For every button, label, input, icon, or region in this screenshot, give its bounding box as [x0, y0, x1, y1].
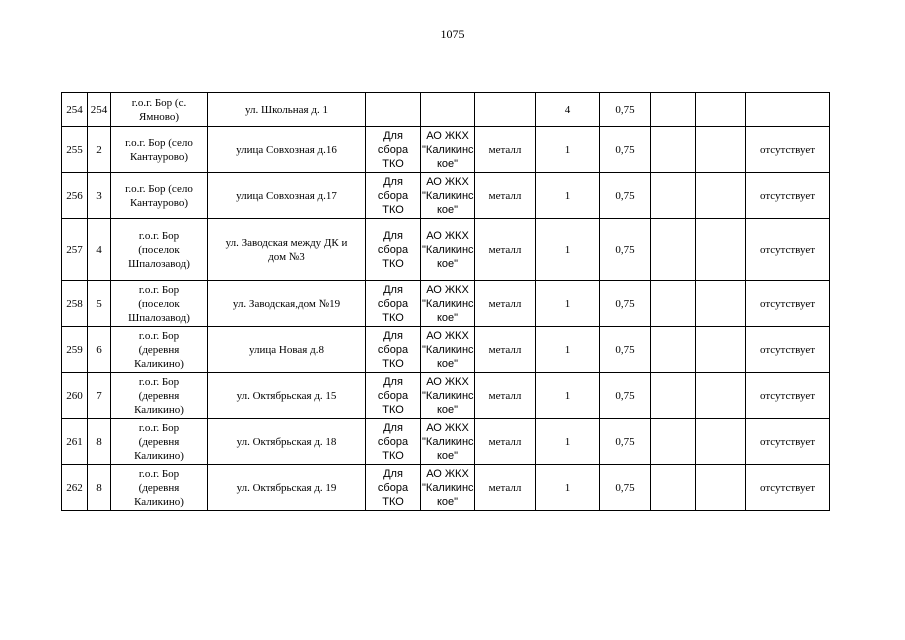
- owner-cell-line: "Каликинс: [422, 435, 474, 448]
- purpose-cell-line: ТКО: [382, 403, 404, 416]
- address-cell-line: улица Новая д.8: [249, 343, 324, 356]
- purpose-cell: [366, 173, 421, 219]
- purpose-cell: [366, 127, 421, 173]
- extra-cell: [651, 127, 696, 173]
- extra-cell: [651, 327, 696, 373]
- purpose-cell: [366, 93, 421, 127]
- row-number-cell: 260: [62, 373, 88, 419]
- purpose-cell-line: ТКО: [382, 357, 404, 370]
- locality-cell-line: (деревня: [138, 389, 180, 402]
- owner-cell: [421, 173, 475, 219]
- owner-cell: [421, 219, 475, 281]
- owner-cell-line: кое": [436, 495, 459, 508]
- sub-number-cell: 2: [88, 127, 111, 173]
- material-cell: металл: [475, 173, 536, 219]
- locality-cell: [111, 127, 208, 173]
- fence-cell: отсутствует: [746, 465, 830, 511]
- row-number-cell: 262: [62, 465, 88, 511]
- empty-cell: [696, 465, 746, 511]
- locality-cell: [111, 373, 208, 419]
- address-cell-line: ул. Октябрьская д. 19: [236, 481, 337, 494]
- extra-cell: [651, 93, 696, 127]
- locality-cell: [111, 219, 208, 281]
- container-count-cell: 1: [536, 173, 600, 219]
- extra-cell: [651, 373, 696, 419]
- owner-cell-line: АО ЖКХ: [426, 129, 469, 142]
- address-cell-line: улица Совхозная д.16: [236, 143, 337, 156]
- sub-number-cell: 8: [88, 419, 111, 465]
- owner-cell-line: АО ЖКХ: [426, 229, 469, 242]
- locality-cell-line: (деревня: [138, 435, 180, 448]
- locality-cell: [111, 281, 208, 327]
- empty-cell: [696, 419, 746, 465]
- locality-cell: [111, 327, 208, 373]
- locality-cell-line: (поселок: [138, 297, 180, 310]
- locality-cell-line: Каликино): [134, 403, 184, 416]
- purpose-cell: [366, 465, 421, 511]
- locality-cell-line: Каликино): [134, 357, 184, 370]
- container-volume-cell: 0,75: [600, 219, 651, 281]
- owner-cell-line: АО ЖКХ: [426, 467, 469, 480]
- address-cell: [208, 373, 366, 419]
- purpose-cell-line: ТКО: [382, 257, 404, 270]
- purpose-cell-line: Для сбора: [377, 467, 409, 494]
- table-row: [62, 327, 830, 373]
- address-cell: [208, 327, 366, 373]
- locality-cell-line: Каликино): [134, 495, 184, 508]
- container-volume-cell: 0,75: [600, 327, 651, 373]
- fence-cell: отсутствует: [746, 419, 830, 465]
- table-row: [62, 127, 830, 173]
- fence-cell: отсутствует: [746, 281, 830, 327]
- address-cell-line: ул. Заводская,дом №19: [232, 297, 341, 310]
- locality-cell-line: Шпалозавод): [128, 311, 190, 324]
- container-count-cell: 1: [536, 419, 600, 465]
- locality-cell-line: Кантаурово): [129, 196, 188, 209]
- owner-cell: [421, 373, 475, 419]
- sub-number-cell: 4: [88, 219, 111, 281]
- extra-cell: [651, 465, 696, 511]
- purpose-cell-line: Для сбора: [377, 129, 409, 156]
- address-cell: [208, 281, 366, 327]
- empty-cell: [696, 173, 746, 219]
- empty-cell: [696, 281, 746, 327]
- owner-cell-line: "Каликинс: [422, 143, 474, 156]
- container-volume-cell: 0,75: [600, 465, 651, 511]
- table-row: [62, 219, 830, 281]
- locality-cell-line: г.о.г. Бор: [138, 329, 180, 342]
- purpose-cell-line: ТКО: [382, 203, 404, 216]
- container-count-cell: 1: [536, 281, 600, 327]
- sub-number-cell: 254: [88, 93, 111, 127]
- purpose-cell-line: ТКО: [382, 157, 404, 170]
- container-count-cell: 4: [536, 93, 600, 127]
- sub-number-cell: 6: [88, 327, 111, 373]
- owner-cell: [421, 465, 475, 511]
- fence-cell: отсутствует: [746, 219, 830, 281]
- extra-cell: [651, 281, 696, 327]
- owner-cell-line: "Каликинс: [422, 297, 474, 310]
- locality-cell-line: г.о.г. Бор: [138, 283, 180, 296]
- owner-cell-line: кое": [436, 357, 459, 370]
- locality-cell-line: (деревня: [138, 343, 180, 356]
- locality-cell-line: г.о.г. Бор (с.: [131, 96, 187, 109]
- container-volume-cell: 0,75: [600, 173, 651, 219]
- material-cell: металл: [475, 327, 536, 373]
- address-cell: [208, 465, 366, 511]
- owner-cell-line: "Каликинс: [422, 389, 474, 402]
- locality-cell-line: Шпалозавод): [128, 257, 190, 270]
- locality-cell-line: г.о.г. Бор: [138, 421, 180, 434]
- fence-cell: отсутствует: [746, 127, 830, 173]
- sub-number-cell: 7: [88, 373, 111, 419]
- container-volume-cell: 0,75: [600, 419, 651, 465]
- material-cell: металл: [475, 281, 536, 327]
- locality-cell-line: (поселок: [138, 243, 180, 256]
- owner-cell-line: кое": [436, 203, 459, 216]
- address-cell-line: ул. Октябрьская д. 18: [236, 435, 337, 448]
- extra-cell: [651, 173, 696, 219]
- container-count-cell: 1: [536, 327, 600, 373]
- fence-cell: [746, 93, 830, 127]
- locality-cell-line: г.о.г. Бор: [138, 375, 180, 388]
- owner-cell-line: кое": [436, 311, 459, 324]
- empty-cell: [696, 219, 746, 281]
- owner-cell: [421, 281, 475, 327]
- container-count-cell: 1: [536, 127, 600, 173]
- owner-cell-line: АО ЖКХ: [426, 329, 469, 342]
- container-volume-cell: 0,75: [600, 281, 651, 327]
- owner-cell: [421, 127, 475, 173]
- address-cell-line: ул. Заводская между ДК и: [225, 236, 348, 249]
- row-number-cell: 256: [62, 173, 88, 219]
- locality-cell-line: Каликино): [134, 449, 184, 462]
- container-sites-table: [61, 92, 830, 511]
- container-volume-cell: 0,75: [600, 127, 651, 173]
- empty-cell: [696, 327, 746, 373]
- container-volume-cell: 0,75: [600, 373, 651, 419]
- empty-cell: [696, 127, 746, 173]
- owner-cell: [421, 93, 475, 127]
- locality-cell: [111, 419, 208, 465]
- owner-cell-line: АО ЖКХ: [426, 421, 469, 434]
- owner-cell: [421, 419, 475, 465]
- row-number-cell: 255: [62, 127, 88, 173]
- locality-cell-line: (деревня: [138, 481, 180, 494]
- address-cell: [208, 219, 366, 281]
- locality-cell-line: Кантаурово): [129, 150, 188, 163]
- owner-cell-line: АО ЖКХ: [426, 375, 469, 388]
- owner-cell-line: кое": [436, 449, 459, 462]
- material-cell: металл: [475, 127, 536, 173]
- address-cell-line: ул. Школьная д. 1: [245, 103, 328, 116]
- purpose-cell-line: Для сбора: [377, 283, 409, 310]
- locality-cell: [111, 465, 208, 511]
- row-number-cell: 261: [62, 419, 88, 465]
- fence-cell: отсутствует: [746, 327, 830, 373]
- locality-cell: [111, 173, 208, 219]
- container-volume-cell: 0,75: [600, 93, 651, 127]
- locality-cell-line: Ямново): [139, 110, 179, 123]
- purpose-cell-line: Для сбора: [377, 329, 409, 356]
- fence-cell: отсутствует: [746, 373, 830, 419]
- material-cell: металл: [475, 219, 536, 281]
- owner-cell-line: "Каликинс: [422, 481, 474, 494]
- purpose-cell-line: ТКО: [382, 495, 404, 508]
- material-cell: металл: [475, 373, 536, 419]
- purpose-cell: [366, 327, 421, 373]
- table-row: [62, 419, 830, 465]
- purpose-cell-line: Для сбора: [377, 375, 409, 402]
- sub-number-cell: 8: [88, 465, 111, 511]
- material-cell: [475, 93, 536, 127]
- table-row: [62, 281, 830, 327]
- address-cell-line: ул. Октябрьская д. 15: [236, 389, 337, 402]
- owner-cell-line: АО ЖКХ: [426, 175, 469, 188]
- address-cell-line: дом №3: [268, 250, 305, 263]
- extra-cell: [651, 219, 696, 281]
- container-count-cell: 1: [536, 465, 600, 511]
- owner-cell-line: "Каликинс: [422, 243, 474, 256]
- container-count-cell: 1: [536, 373, 600, 419]
- table-row: [62, 173, 830, 219]
- table-row: [62, 373, 830, 419]
- purpose-cell-line: Для сбора: [377, 229, 409, 256]
- purpose-cell: [366, 281, 421, 327]
- row-number-cell: 259: [62, 327, 88, 373]
- purpose-cell: [366, 419, 421, 465]
- purpose-cell-line: ТКО: [382, 449, 404, 462]
- table-row: [62, 93, 830, 127]
- material-cell: металл: [475, 419, 536, 465]
- sub-number-cell: 5: [88, 281, 111, 327]
- fence-cell: отсутствует: [746, 173, 830, 219]
- locality-cell-line: г.о.г. Бор (село: [125, 182, 193, 195]
- owner-cell-line: АО ЖКХ: [426, 283, 469, 296]
- page-number: 1075: [440, 27, 465, 41]
- locality-cell-line: г.о.г. Бор: [138, 229, 180, 242]
- address-cell: [208, 419, 366, 465]
- material-cell: металл: [475, 465, 536, 511]
- empty-cell: [696, 93, 746, 127]
- owner-cell-line: "Каликинс: [422, 189, 474, 202]
- address-cell: [208, 93, 366, 127]
- owner-cell-line: кое": [436, 257, 459, 270]
- locality-cell-line: г.о.г. Бор: [138, 467, 180, 480]
- table-body: [62, 93, 830, 511]
- row-number-cell: 254: [62, 93, 88, 127]
- address-cell: [208, 173, 366, 219]
- container-count-cell: 1: [536, 219, 600, 281]
- purpose-cell: [366, 373, 421, 419]
- sub-number-cell: 3: [88, 173, 111, 219]
- purpose-cell-line: Для сбора: [377, 421, 409, 448]
- address-cell: [208, 127, 366, 173]
- empty-cell: [696, 373, 746, 419]
- purpose-cell-line: ТКО: [382, 311, 404, 324]
- table-row: [62, 465, 830, 511]
- owner-cell-line: кое": [436, 157, 459, 170]
- locality-cell: [111, 93, 208, 127]
- extra-cell: [651, 419, 696, 465]
- locality-cell-line: г.о.г. Бор (село: [125, 136, 193, 149]
- purpose-cell: [366, 219, 421, 281]
- row-number-cell: 257: [62, 219, 88, 281]
- owner-cell-line: кое": [436, 403, 459, 416]
- address-cell-line: улица Совхозная д.17: [236, 189, 337, 202]
- row-number-cell: 258: [62, 281, 88, 327]
- owner-cell-line: "Каликинс: [422, 343, 474, 356]
- purpose-cell-line: Для сбора: [377, 175, 409, 202]
- owner-cell: [421, 327, 475, 373]
